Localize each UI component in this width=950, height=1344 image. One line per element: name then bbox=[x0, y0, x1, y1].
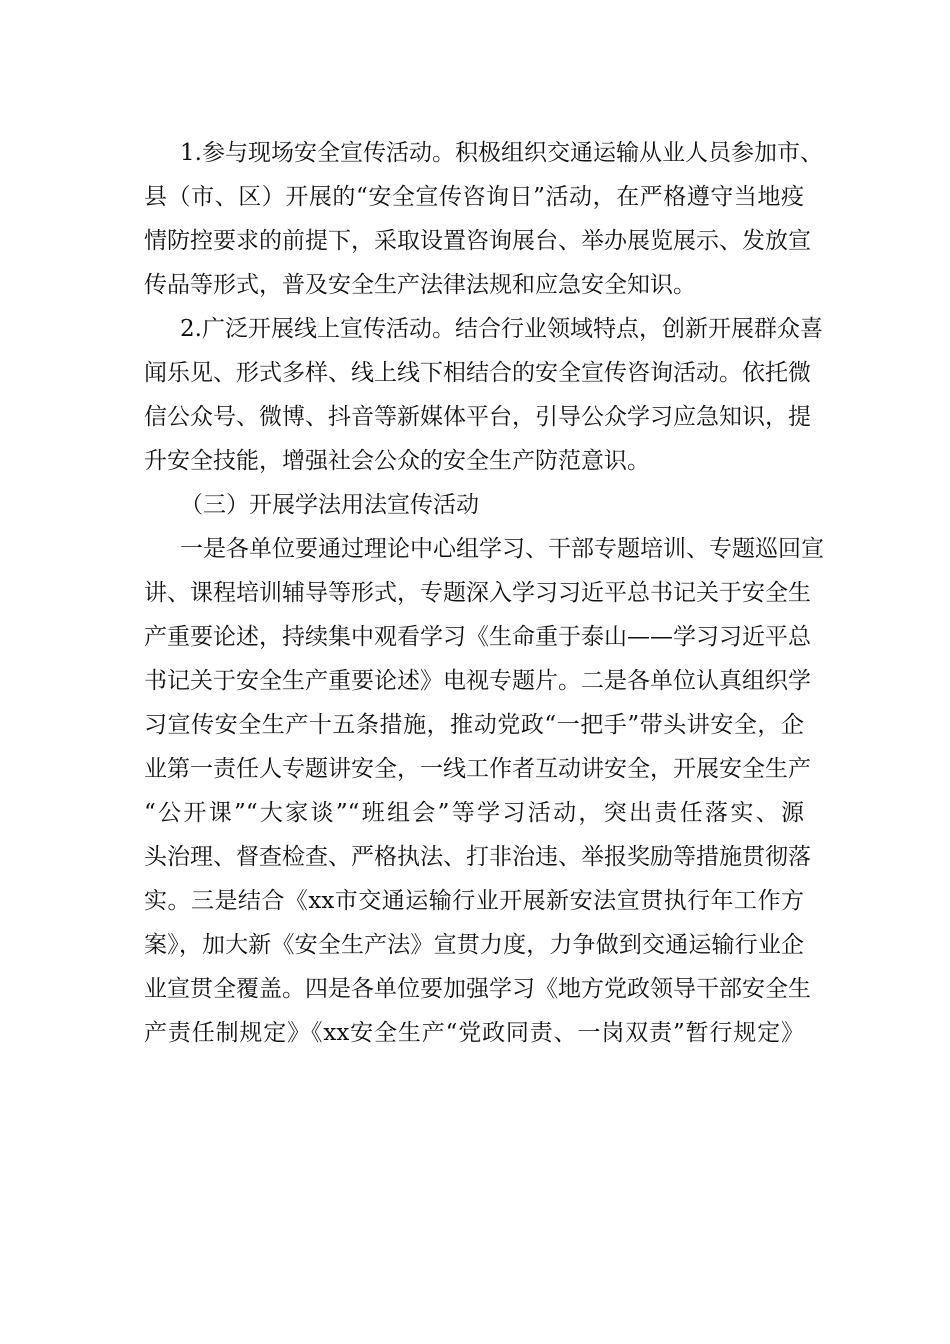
text-line: 头治理、督查检查、严格执法、打非治违、举报奖励等措施贯彻落 bbox=[144, 844, 811, 870]
paragraph-3 bbox=[144, 527, 824, 1055]
text-line: 产责任制规定》《xx安全生产“党政同责、一岗双责”暂行规定》 bbox=[144, 1020, 804, 1046]
text-line: 情防控要求的前提下，采取设置咨询展台、举办展览展示、发放宣 bbox=[144, 228, 811, 254]
text-line: 一是各单位要通过理论中心组学习、干部专题培训、专题巡回宣 bbox=[180, 536, 824, 562]
section-heading bbox=[144, 483, 804, 527]
text-line: 产重要论述，持续集中观看学习《生命重于泰山——学习习近平总 bbox=[144, 624, 811, 650]
text-line: 1.参与现场安全宣传活动。积极组织交通运输从业人员参加市、 bbox=[180, 140, 823, 166]
text-line: 案》，加大新《安全生产法》宣贯力度，力争做到交通运输行业企 bbox=[144, 932, 804, 958]
heading-text: （三）开展学法用法宣传活动 bbox=[180, 492, 479, 518]
text-line: 县（市、区）开展的“安全宣传咨询日”活动，在严格遵守当地疫 bbox=[144, 184, 804, 210]
text-line: 闻乐见、形式多样、线上线下相结合的安全宣传咨询活动。依托微 bbox=[144, 360, 811, 386]
text-line: 业第一责任人专题讲安全，一线工作者互动讲安全，开展安全生产 bbox=[144, 756, 811, 782]
text-line: 2.广泛开展线上宣传活动。结合行业领域特点，创新开展群众喜 bbox=[180, 316, 823, 342]
text-line: 实。三是结合《xx市交通运输行业开展新安法宣贯执行年工作方 bbox=[144, 888, 804, 914]
text-line: 书记关于安全生产重要论述》电视专题片。二是各单位认真组织学 bbox=[144, 668, 811, 694]
paragraph-2 bbox=[144, 307, 823, 483]
text-line: 习宣传安全生产十五条措施，推动党政“一把手”带头讲安全，企 bbox=[144, 712, 804, 738]
document-body bbox=[144, 131, 824, 1055]
text-line: 讲、课程培训辅导等形式，专题深入学习习近平总书记关于安全生 bbox=[144, 580, 811, 606]
text-line: 业宣贯全覆盖。四是各单位要加强学习《地方党政领导干部安全生 bbox=[144, 976, 811, 1002]
text-line: 升安全技能，增强社会公众的安全生产防范意识。 bbox=[144, 448, 650, 474]
paragraph-1 bbox=[144, 131, 823, 307]
text-line: 信公众号、微博、抖音等新媒体平台，引导公众学习应急知识，提 bbox=[144, 404, 811, 430]
text-line: “公开课”“大家谈”“班组会”等学习活动，突出责任落实、源 bbox=[144, 800, 804, 826]
text-line: 传品等形式，普及安全生产法律法规和应急安全知识。 bbox=[144, 272, 696, 298]
